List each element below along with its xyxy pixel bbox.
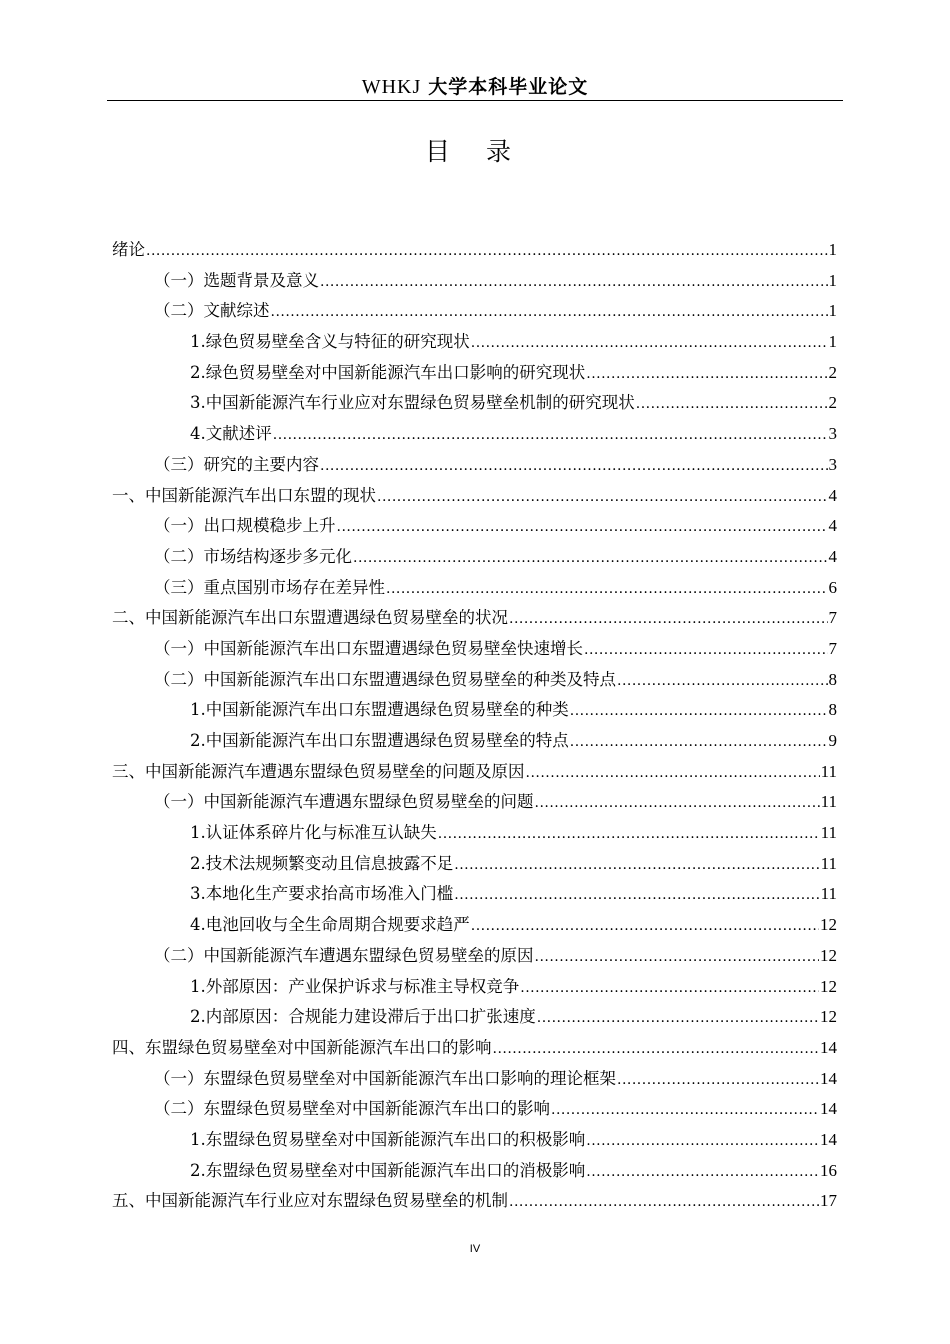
toc-entry-page: 7 xyxy=(828,638,837,658)
toc-dot-leader xyxy=(273,420,828,451)
toc-dot-leader xyxy=(617,1065,819,1096)
toc-entry[interactable] xyxy=(112,603,837,634)
toc-dot-leader xyxy=(617,666,828,697)
toc-entry-title: （三）研究的主要内容 xyxy=(154,454,319,474)
toc-entry-page: 11 xyxy=(820,853,837,873)
toc-entry-page: 12 xyxy=(820,976,837,996)
toc-entry-title: 2.技术法规频繁变动且信息披露不足 xyxy=(190,853,454,873)
toc-entry[interactable] xyxy=(112,1156,837,1187)
toc-entry-page: 12 xyxy=(820,1007,837,1027)
toc-entry[interactable] xyxy=(112,419,837,450)
toc-dot-leader xyxy=(377,482,828,513)
toc-entry-title: 绪论 xyxy=(112,240,145,259)
toc-entry[interactable] xyxy=(112,511,837,542)
toc-entry-title: 2.内部原因：合规能力建设滞后于出口扩张速度 xyxy=(190,1007,536,1027)
page-title: 目 录 xyxy=(425,137,525,166)
toc-dot-leader xyxy=(636,389,828,420)
toc-entry-title: （一）选题背景及意义 xyxy=(154,270,319,290)
toc-entry-title: 3.本地化生产要求抬高市场准入门槛 xyxy=(190,884,454,904)
toc-entry[interactable] xyxy=(112,573,837,604)
toc-dot-leader xyxy=(471,911,819,942)
toc-entry-title: 4.文献述评 xyxy=(190,424,272,444)
page-number: IV xyxy=(469,1243,481,1255)
toc-entry-title: （二）市场结构逐步多元化 xyxy=(154,546,352,566)
toc-entry-title: 四、东盟绿色贸易壁垒对中国新能源汽车出口的影响 xyxy=(112,1037,492,1057)
toc-dot-leader xyxy=(570,696,828,727)
toc-entry[interactable] xyxy=(112,818,837,849)
toc-dot-leader xyxy=(586,359,827,390)
toc-entry-title: 五、中国新能源汽车行业应对东盟绿色贸易壁垒的机制 xyxy=(112,1191,508,1211)
toc-entry[interactable] xyxy=(112,296,837,327)
toc-entry-title: 1.东盟绿色贸易壁垒对中国新能源汽车出口的积极影响 xyxy=(190,1129,586,1149)
toc-entry-title: （三）重点国别市场存在差异性 xyxy=(154,577,385,597)
toc-entry-page: 11 xyxy=(820,792,837,812)
toc-entry-page: 8 xyxy=(828,669,837,689)
toc-dot-leader xyxy=(146,236,828,267)
toc-entry-title: 一、中国新能源汽车出口东盟的现状 xyxy=(112,485,376,505)
toc-dot-leader xyxy=(551,1095,819,1126)
toc-entry-page: 2 xyxy=(828,393,837,413)
toc-entry-title: （一）东盟绿色贸易壁垒对中国新能源汽车出口影响的理论框架 xyxy=(154,1068,616,1088)
toc-entry-title: （一）中国新能源汽车遭遇东盟绿色贸易壁垒的问题 xyxy=(154,792,534,812)
toc-entry[interactable] xyxy=(112,849,837,880)
toc-entry[interactable] xyxy=(112,757,837,788)
toc-dot-leader xyxy=(509,1187,819,1218)
toc-entry-title: 2.中国新能源汽车出口东盟遭遇绿色贸易壁垒的特点 xyxy=(190,731,569,750)
toc-dot-leader xyxy=(471,328,828,359)
toc-entry-page: 3 xyxy=(828,424,837,444)
toc-entry[interactable] xyxy=(112,235,837,266)
toc-entry[interactable] xyxy=(112,358,837,389)
toc-entry-page: 4 xyxy=(828,516,837,536)
toc-entry-title: 1.外部原因：产业保护诉求与标准主导权竞争 xyxy=(190,976,520,996)
toc-dot-leader xyxy=(537,1003,819,1034)
toc-dot-leader xyxy=(535,942,820,973)
toc-entry-page: 1 xyxy=(828,332,837,352)
toc-entry-page: 14 xyxy=(820,1037,837,1057)
toc-entry[interactable] xyxy=(112,879,837,910)
toc-entry-title: 二、中国新能源汽车出口东盟遭遇绿色贸易壁垒的状况 xyxy=(112,608,508,628)
toc-entry[interactable] xyxy=(112,388,837,419)
toc-entry[interactable] xyxy=(112,695,837,726)
toc-entry[interactable] xyxy=(112,542,837,573)
toc-entry-page: 3 xyxy=(828,454,837,474)
toc-entry-page: 1 xyxy=(828,270,837,290)
toc-entry-page: 11 xyxy=(820,823,837,843)
toc-entry-title: （二）中国新能源汽车出口东盟遭遇绿色贸易壁垒的种类及特点 xyxy=(154,669,616,689)
toc-entry[interactable] xyxy=(112,941,837,972)
toc-entry-page: 8 xyxy=(828,700,837,720)
toc-dot-leader xyxy=(337,512,828,543)
toc-entry-page: 9 xyxy=(828,731,837,750)
toc-dot-leader xyxy=(520,973,819,1004)
toc-entry-page: 14 xyxy=(820,1129,837,1149)
toc-entry[interactable] xyxy=(112,327,837,358)
toc-entry-title: 4.电池回收与全生命周期合规要求趋严 xyxy=(190,915,470,935)
toc-entry-page: 7 xyxy=(828,608,837,628)
toc-dot-leader xyxy=(586,1157,819,1188)
toc-dot-leader xyxy=(353,543,828,574)
toc-dot-leader xyxy=(535,788,820,819)
toc-entry-page: 14 xyxy=(820,1068,837,1088)
toc-entry[interactable] xyxy=(112,481,837,512)
toc-entry[interactable] xyxy=(112,634,837,665)
header-university-code: WHKJ xyxy=(361,76,422,98)
toc-entry-title: （二）中国新能源汽车遭遇东盟绿色贸易壁垒的原因 xyxy=(154,945,534,965)
toc-entry-title: （二）文献综述 xyxy=(154,301,270,321)
toc-entry-title: 1.中国新能源汽车出口东盟遭遇绿色贸易壁垒的种类 xyxy=(190,700,569,720)
toc-entry[interactable] xyxy=(112,1186,837,1217)
toc-dot-leader xyxy=(386,574,828,605)
header-thesis-label: 大学本科毕业论文 xyxy=(428,76,589,98)
toc-entry-title: （一）出口规模稳步上升 xyxy=(154,516,336,536)
toc-entry[interactable] xyxy=(112,910,837,941)
toc-dot-leader xyxy=(438,819,820,850)
toc-entry-page: 11 xyxy=(820,884,837,904)
running-header xyxy=(107,72,843,99)
toc-entry[interactable] xyxy=(112,450,837,481)
toc-entry[interactable] xyxy=(112,726,837,757)
toc-entry-page: 12 xyxy=(820,915,837,935)
toc-entry-page: 1 xyxy=(828,301,837,321)
toc-entry-title: 1.绿色贸易壁垒含义与特征的研究现状 xyxy=(190,332,470,352)
toc-entry-page: 4 xyxy=(828,485,837,505)
toc-entry-title: 3.中国新能源汽车行业应对东盟绿色贸易壁垒机制的研究现状 xyxy=(190,393,635,413)
toc-entry-page: 1 xyxy=(828,240,837,259)
toc-entry[interactable] xyxy=(112,972,837,1003)
toc-dot-leader xyxy=(526,758,820,789)
toc-entry-title: 2.东盟绿色贸易壁垒对中国新能源汽车出口的消极影响 xyxy=(190,1160,586,1180)
toc-entry-title: 三、中国新能源汽车遭遇东盟绿色贸易壁垒的问题及原因 xyxy=(112,761,525,781)
toc-entry-title: 1.认证体系碎片化与标准互认缺失 xyxy=(190,823,437,843)
toc-dot-leader xyxy=(509,604,828,635)
toc-dot-leader xyxy=(320,451,828,482)
toc-dot-leader xyxy=(271,297,828,328)
toc-dot-leader xyxy=(570,727,828,758)
toc-entry-title: 2.绿色贸易壁垒对中国新能源汽车出口影响的研究现状 xyxy=(190,362,586,382)
toc-dot-leader xyxy=(493,1034,820,1065)
table-of-contents xyxy=(112,235,837,1217)
toc-entry[interactable] xyxy=(112,1002,837,1033)
header-divider xyxy=(107,100,843,101)
toc-entry[interactable] xyxy=(112,1064,837,1095)
toc-dot-leader xyxy=(454,850,819,881)
toc-entry-page: 14 xyxy=(820,1099,837,1119)
toc-entry[interactable] xyxy=(112,1033,837,1064)
toc-dot-leader xyxy=(584,635,828,666)
toc-entry-page: 16 xyxy=(820,1160,837,1180)
toc-entry[interactable] xyxy=(112,665,837,696)
toc-entry[interactable] xyxy=(112,266,837,297)
toc-entry-page: 11 xyxy=(820,761,837,781)
toc-entry-page: 2 xyxy=(828,362,837,382)
toc-entry-page: 17 xyxy=(820,1191,837,1211)
toc-entry-page: 12 xyxy=(820,945,837,965)
toc-entry-title: （一）中国新能源汽车出口东盟遭遇绿色贸易壁垒快速增长 xyxy=(154,638,583,658)
toc-dot-leader xyxy=(586,1126,819,1157)
toc-entry[interactable] xyxy=(112,1125,837,1156)
toc-dot-leader xyxy=(320,267,828,298)
toc-entry[interactable] xyxy=(112,787,837,818)
toc-entry[interactable] xyxy=(112,1094,837,1125)
toc-dot-leader xyxy=(454,880,819,911)
toc-entry-page: 4 xyxy=(828,546,837,566)
toc-entry-page: 6 xyxy=(828,577,837,597)
toc-entry-title: （二）东盟绿色贸易壁垒对中国新能源汽车出口的影响 xyxy=(154,1099,550,1119)
